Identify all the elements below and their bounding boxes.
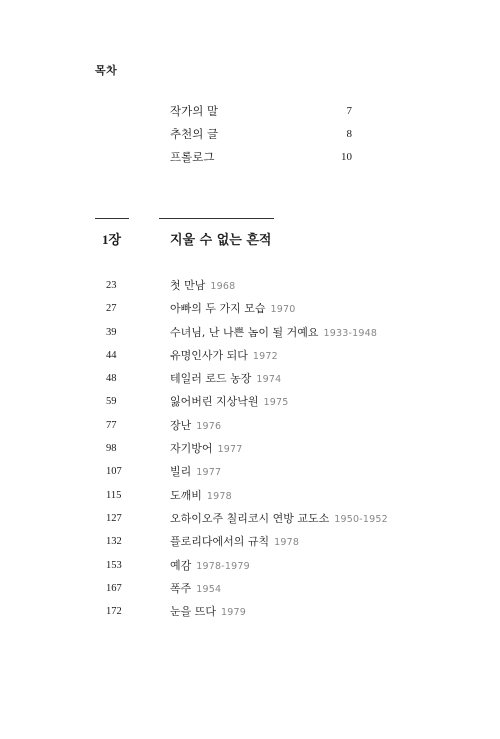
- entry-page-number: 153: [106, 559, 122, 571]
- entry-title-line: [170, 600, 246, 624]
- entry-title-line: [170, 484, 232, 508]
- entry-page-number: 107: [106, 466, 122, 478]
- entry-title-line: [170, 437, 243, 461]
- entry-title-line: [170, 297, 295, 321]
- entry-page-number: 59: [106, 396, 117, 408]
- toc-entry[interactable]: [0, 530, 500, 553]
- front-matter-page: 7: [346, 105, 352, 117]
- entry-page-number: 27: [106, 303, 117, 315]
- front-matter-label: 프롤로그: [170, 150, 215, 164]
- toc-entry[interactable]: [0, 414, 500, 437]
- entry-title-line: [170, 460, 221, 484]
- toc-entry[interactable]: [0, 297, 500, 320]
- toc-entry[interactable]: [0, 344, 500, 367]
- entry-year: 1972: [252, 350, 278, 362]
- toc-entry[interactable]: [0, 437, 500, 460]
- entry-title: 테일러 로드 농장: [170, 372, 252, 386]
- entry-year: 1974: [256, 374, 282, 386]
- entry-title: 잃어버린 지상낙원: [170, 395, 259, 409]
- entry-title: 자기방어: [170, 442, 213, 456]
- entry-title-line: [170, 577, 221, 601]
- entry-page-number: 77: [106, 419, 117, 431]
- toc-entry[interactable]: [0, 554, 500, 577]
- entry-year: 1978-1979: [196, 560, 250, 572]
- entry-page-number: 127: [106, 512, 122, 524]
- front-matter-item[interactable]: [170, 123, 360, 146]
- toc-entry[interactable]: [0, 274, 500, 297]
- front-matter-page: 8: [346, 128, 352, 140]
- entry-title-line: [170, 507, 388, 531]
- front-matter-label: 작가의 말: [170, 104, 219, 118]
- entry-year: 1978: [274, 537, 300, 549]
- front-matter-item[interactable]: [170, 100, 360, 123]
- toc-entry[interactable]: [0, 577, 500, 600]
- entry-page-number: 172: [106, 606, 122, 618]
- front-matter-list: [170, 100, 360, 169]
- entry-title: 첫 만남: [170, 279, 206, 292]
- entry-title-line: [170, 530, 299, 554]
- entry-year: 1977: [196, 467, 222, 479]
- entry-title: 유명인사가 되다: [170, 348, 248, 362]
- entry-title-line: [170, 274, 235, 298]
- front-matter-item[interactable]: [170, 146, 360, 169]
- entry-year: 1933-1948: [323, 327, 378, 339]
- toc-entry[interactable]: [0, 484, 500, 507]
- toc-entry[interactable]: [0, 600, 500, 623]
- front-matter-label: 추천의 글: [170, 127, 219, 141]
- entry-year: 1970: [270, 304, 296, 316]
- entry-title: 아빠의 두 가지 모습: [170, 302, 266, 316]
- entry-year: 1976: [196, 420, 222, 432]
- entry-title: 도깨비: [170, 488, 202, 502]
- entry-page-number: 115: [106, 489, 122, 501]
- chapter-title[interactable]: 지울 수 없는 흔적: [170, 233, 272, 248]
- entry-year: 1977: [217, 444, 243, 456]
- entry-page-number: 23: [106, 280, 117, 291]
- entry-title: 폭주: [170, 581, 192, 595]
- toc-entry[interactable]: [0, 460, 500, 483]
- toc-entry[interactable]: [0, 507, 500, 530]
- entry-page-number: 167: [106, 582, 122, 594]
- entry-year: 1979: [221, 607, 246, 619]
- entry-page-number: 132: [106, 536, 122, 548]
- entry-year: 1954: [196, 583, 222, 595]
- entry-title-line: [170, 321, 377, 345]
- entry-year: 1950-1952: [334, 513, 388, 525]
- entry-title-line: [170, 414, 221, 438]
- entry-title: 수녀님, 난 나쁜 놈이 될 거예요: [170, 325, 319, 339]
- toc-heading: 목차: [95, 64, 118, 77]
- chapter-entries-list: [0, 274, 500, 623]
- entry-title-line: [170, 367, 281, 391]
- entry-title-line: [170, 344, 278, 368]
- toc-entry[interactable]: [0, 321, 500, 344]
- entry-year: 1968: [210, 281, 236, 292]
- entry-title: 플로리다에서의 규칙: [170, 535, 270, 549]
- chapter-number: 1장: [102, 232, 122, 247]
- entry-title-line: [170, 554, 250, 578]
- entry-page-number: 98: [106, 443, 117, 455]
- entry-title: 장난: [170, 418, 192, 432]
- chapter-number-rule: [95, 218, 129, 219]
- entry-title: 오하이오주 칠리코시 연방 교도소: [170, 511, 330, 525]
- toc-entry[interactable]: [0, 367, 500, 390]
- entry-title: 눈을 뜨다: [170, 605, 217, 619]
- entry-page-number: 44: [106, 349, 117, 361]
- entry-year: 1978: [206, 490, 232, 502]
- chapter-title-rule: [159, 218, 274, 219]
- front-matter-page: 10: [341, 151, 352, 163]
- entry-year: 1975: [263, 397, 289, 409]
- entry-title: 빌리: [170, 465, 192, 479]
- entry-title-line: [170, 390, 289, 414]
- entry-page-number: 39: [106, 326, 117, 338]
- toc-entry[interactable]: [0, 390, 500, 413]
- entry-title: 예감: [170, 558, 192, 572]
- entry-page-number: 48: [106, 373, 117, 385]
